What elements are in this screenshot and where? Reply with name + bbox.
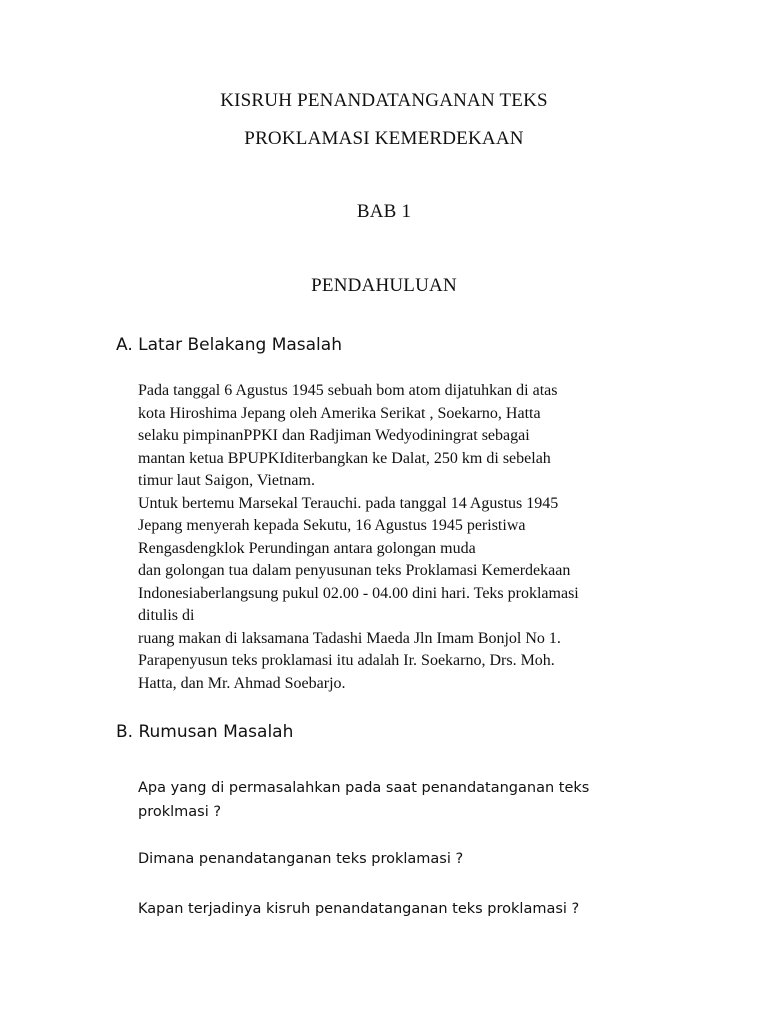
document-title-line-1: KISRUH PENANDATANGANAN TEKS (220, 90, 548, 111)
paragraph-line: Indonesiaberlangsung pukul 02.00 - 04.00 dini hari. Teks proklamasi (138, 584, 579, 602)
paragraph-line: ruang makan di laksamana Tadashi Maeda Jln Imam Bonjol No 1. (138, 629, 561, 647)
paragraph-line: Hatta, dan Mr. Ahmad Soebarjo. (138, 674, 346, 692)
section-a-heading: A. Latar Belakang Masalah (116, 335, 342, 355)
question-3: Kapan terjadinya kisruh penandatanganan teks proklamasi ? (138, 901, 580, 917)
paragraph-line: dan golongan tua dalam penyusunan teks Proklamasi Kemerdekaan (138, 562, 571, 579)
question-1-line-2: proklmasi ? (138, 804, 222, 820)
paragraph-line: Pada tanggal 6 Agustus 1945 sebuah bom atom dijatuhkan di atas (138, 382, 558, 399)
paragraph-line: Jepang menyerah kepada Sekutu, 16 Agustus 1945 peristiwa (138, 517, 526, 534)
paragraph-line: mantan ketua BPUPKIditerbangkan ke Dalat, 250 km di sebelah (138, 449, 551, 467)
paragraph-line: Parapenyusun teks proklamasi itu adalah Ir. Soekarno, Drs. Moh. (138, 652, 555, 669)
section-b-heading: B. Rumusan Masalah (116, 722, 294, 742)
paragraph-line: kota Hiroshima Jepang oleh Amerika Serikat , Soekarno, Hatta (138, 404, 541, 422)
chapter-label: BAB 1 (356, 201, 412, 222)
section-a-paragraph (138, 380, 579, 695)
paragraph-line: timur laut Saigon, Vietnam. (138, 472, 315, 489)
paragraph-line: ditulis di (138, 607, 195, 624)
question-2: Dimana penandatanganan teks proklamasi ? (138, 851, 464, 867)
question-1-line-1: Apa yang di permasalahkan pada saat penandatanganan teks (138, 780, 590, 796)
chapter-title: PENDAHULUAN (311, 275, 457, 296)
paragraph-line: selaku pimpinanPPKI dan Radjiman Wedyodiningrat sebagai (138, 427, 530, 444)
paragraph-line: Untuk bertemu Marsekal Terauchi. pada tanggal 14 Agustus 1945 (138, 494, 559, 512)
document-title-line-2: PROKLAMASI KEMERDEKAAN (244, 128, 524, 149)
paragraph-line: Rengasdengklok Perundingan antara golongan muda (138, 539, 476, 557)
